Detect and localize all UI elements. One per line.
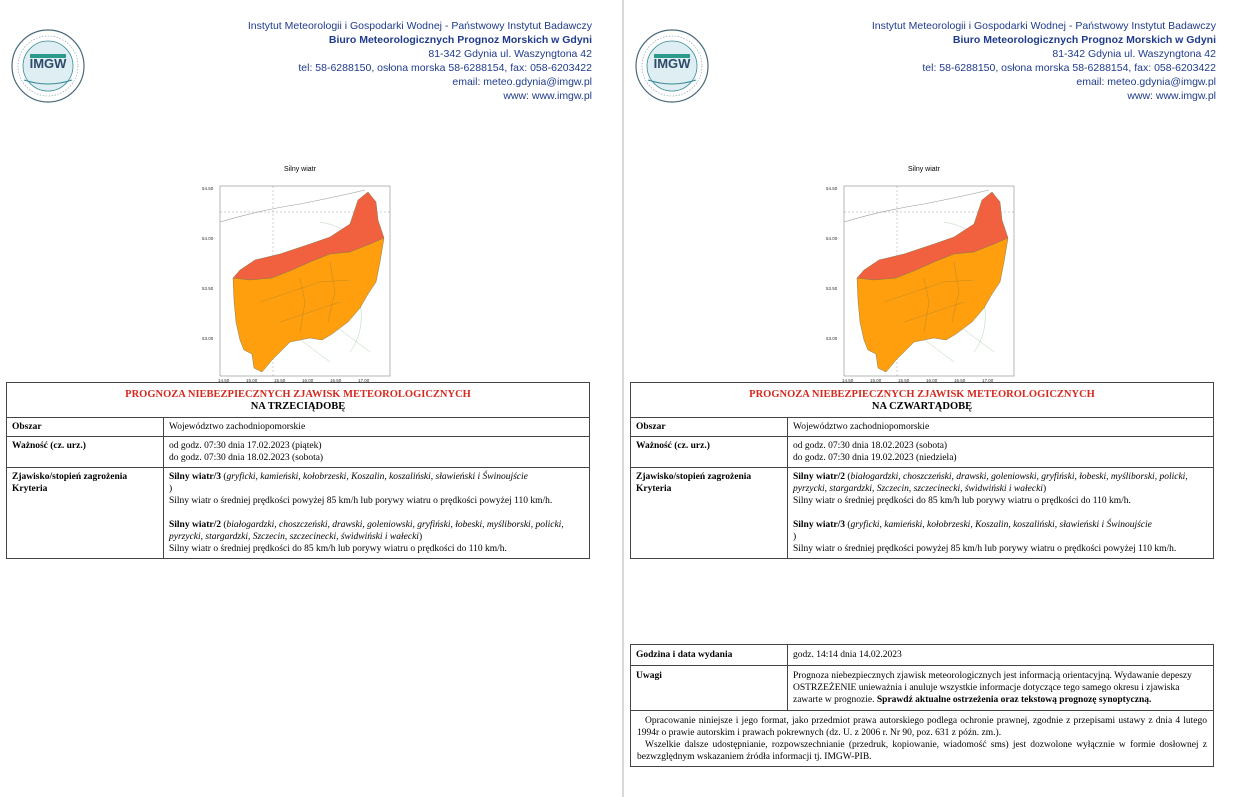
forecast-title: PROGNOZA NIEBEZPIECZNYCH ZJAWISK METEOROLOGICZNYCH NA TRZECIĄDOBĘ <box>7 383 590 418</box>
institute-header <box>248 19 592 103</box>
office-website: www: www.imgw.pl <box>1127 90 1216 102</box>
warning-level2: Silny wiatr/2 (białogardzki, choszczeński, drawski, goleniowski, gryfiński, łobeski, myśliborski, policki, pyrzycki, stargardzki, Szczecin, szczecinecki, świdwiński i wałecki) Silny wiatr o średniej prędkości do 85 km/h lub porywy wiatru o prędkości do 110 km/h. <box>793 472 1188 506</box>
warning-level3: Silny wiatr/3 (gryficki, kamieński, kołobrzeski, Koszalin, koszaliński, sławieński i Świnoujście ) Silny wiatr o średniej prędkości powyżej 85 km/h lub porywy wiatru o prędkości powyżej 110 km/h. <box>169 472 553 506</box>
svg-text:53.00: 53.00 <box>202 336 214 341</box>
phenomenon-label: Zjawisko/stopień zagrożenia Kryteria <box>631 468 788 559</box>
svg-text:16.50: 16.50 <box>954 378 966 383</box>
phenomenon-value <box>788 468 1214 559</box>
svg-text:15.00: 15.00 <box>246 378 258 383</box>
document-page-day4 <box>624 0 1246 797</box>
svg-text:54.00: 54.00 <box>202 236 214 241</box>
svg-text:17.00: 17.00 <box>982 378 994 383</box>
svg-text:IMGW: IMGW <box>29 56 67 71</box>
svg-text:54.50: 54.50 <box>826 186 838 191</box>
issue-section <box>630 644 1214 767</box>
institute-header <box>872 19 1216 103</box>
svg-text:53.50: 53.50 <box>826 286 838 291</box>
validity-label: Ważność (cz. urz.) <box>7 437 164 468</box>
area-value: Województwo zachodniopomorskie <box>164 418 590 437</box>
svg-text:53.50: 53.50 <box>202 286 214 291</box>
svg-text:17.00: 17.00 <box>358 378 370 383</box>
svg-text:16.50: 16.50 <box>330 378 342 383</box>
svg-text:IMGW: IMGW <box>653 56 691 71</box>
forecast-title: PROGNOZA NIEBEZPIECZNYCH ZJAWISK METEOROLOGICZNYCH NA CZWARTĄDOBĘ <box>631 383 1214 418</box>
svg-text:16.00: 16.00 <box>302 378 314 383</box>
notes-value: Prognoza niebezpiecznych zjawisk meteorologicznych jest informacją orientacyjną. Wydawanie depeszy OSTRZEŻENIE unieważnia i anuluje wszystkie informacje dotyczące tego samego okresu i zjawiska zawarte w prognozie. Sprawdź aktualne ostrzeżenia oraz tekstową prognozę synoptyczną. <box>788 666 1214 711</box>
office-email: email: meteo.gdynia@imgw.pl <box>452 76 592 88</box>
map-graphic <box>824 182 1024 384</box>
svg-text:14.50: 14.50 <box>842 378 854 383</box>
svg-text:15.50: 15.50 <box>898 378 910 383</box>
phenomenon-value <box>164 468 590 559</box>
issue-table <box>630 644 1214 711</box>
map-title: Silny wiatr <box>908 166 940 173</box>
office-phones: tel: 58-6288150, osłona morska 58-6288154, fax: 058-6203422 <box>922 62 1216 74</box>
issue-label: Godzina i data wydania <box>631 645 788 666</box>
map-graphic <box>200 182 400 384</box>
notes-label: Uwagi <box>631 666 788 711</box>
validity-value: od godz. 07:30 dnia 17.02.2023 (piątek) do godz. 07:30 dnia 18.02.2023 (sobota) <box>164 437 590 468</box>
forecast-table <box>6 382 590 559</box>
svg-text:15.00: 15.00 <box>870 378 882 383</box>
validity-label: Ważność (cz. urz.) <box>631 437 788 468</box>
copyright-notice: Opracowanie niniejsze i jego format, jako przedmiot prawa autorskiego podlega ochronie prawnej, zgodnie z przepisami ustawy z dnia 4 lutego 1994r o prawie autorskim i prawach pokrewnych (dz. U. z 2006 r. Nr 90, poz. 631 z późn. zm.). Wszelkie dalsze udostępnianie, rozpowszechnianie (przedruk, kopiowanie, wiadomość sms) jest dozwolone wyłącznie w formie dosłownej z bezwzględnym wskazaniem źródła informacji tj. IMGW-PIB. <box>630 711 1214 767</box>
document-page-day3 <box>0 0 622 797</box>
validity-value: od godz. 07:30 dnia 18.02.2023 (sobota) do godz. 07:30 dnia 19.02.2023 (niedziela) <box>788 437 1214 468</box>
office-name: Biuro Meteorologicznych Prognoz Morskich w Gdyni <box>952 34 1216 46</box>
warning-level2: Silny wiatr/2 (białogardzki, choszczeński, drawski, goleniowski, gryfiński, łobeski, myśliborski, policki, pyrzycki, stargardzki, Szczecin, szczecinecki, świdwiński i wałecki) Silny wiatr o średniej prędkości do 85 km/h lub porywy wiatru o prędkości do 110 km/h. <box>169 520 564 554</box>
phenomenon-label: Zjawisko/stopień zagrożenia Kryteria <box>7 468 164 559</box>
map-title: Silny wiatr <box>284 166 316 173</box>
office-website: www: www.imgw.pl <box>503 90 592 102</box>
warning-map <box>824 166 1024 384</box>
svg-text:53.00: 53.00 <box>826 336 838 341</box>
svg-text:54.50: 54.50 <box>202 186 214 191</box>
svg-text:14.50: 14.50 <box>218 378 230 383</box>
area-value: Województwo zachodniopomorskie <box>788 418 1214 437</box>
institute-name: Instytut Meteorologii i Gospodarki Wodnej - Państwowy Instytut Badawczy <box>871 20 1216 32</box>
office-email: email: meteo.gdynia@imgw.pl <box>1076 76 1216 88</box>
area-label: Obszar <box>7 418 164 437</box>
issue-value: godz. 14:14 dnia 14.02.2023 <box>788 645 1214 666</box>
svg-text:15.50: 15.50 <box>274 378 286 383</box>
warning-map <box>200 166 400 384</box>
area-label: Obszar <box>631 418 788 437</box>
institute-name: Instytut Meteorologii i Gospodarki Wodnej - Państwowy Instytut Badawczy <box>247 20 592 32</box>
svg-text:54.00: 54.00 <box>826 236 838 241</box>
office-address: 81-342 Gdynia ul. Waszyngtona 42 <box>428 48 592 60</box>
imgw-logo <box>634 28 710 104</box>
forecast-table <box>630 382 1214 559</box>
office-name: Biuro Meteorologicznych Prognoz Morskich w Gdyni <box>328 34 592 46</box>
warning-level3: Silny wiatr/3 (gryficki, kamieński, kołobrzeski, Koszalin, koszaliński, sławieński i Świnoujście ) Silny wiatr o średniej prędkości powyżej 85 km/h lub porywy wiatru o prędkości powyżej 110 km/h. <box>793 520 1177 554</box>
imgw-logo <box>10 28 86 104</box>
office-address: 81-342 Gdynia ul. Waszyngtona 42 <box>1052 48 1216 60</box>
office-phones: tel: 58-6288150, osłona morska 58-6288154, fax: 058-6203422 <box>298 62 592 74</box>
svg-text:16.00: 16.00 <box>926 378 938 383</box>
